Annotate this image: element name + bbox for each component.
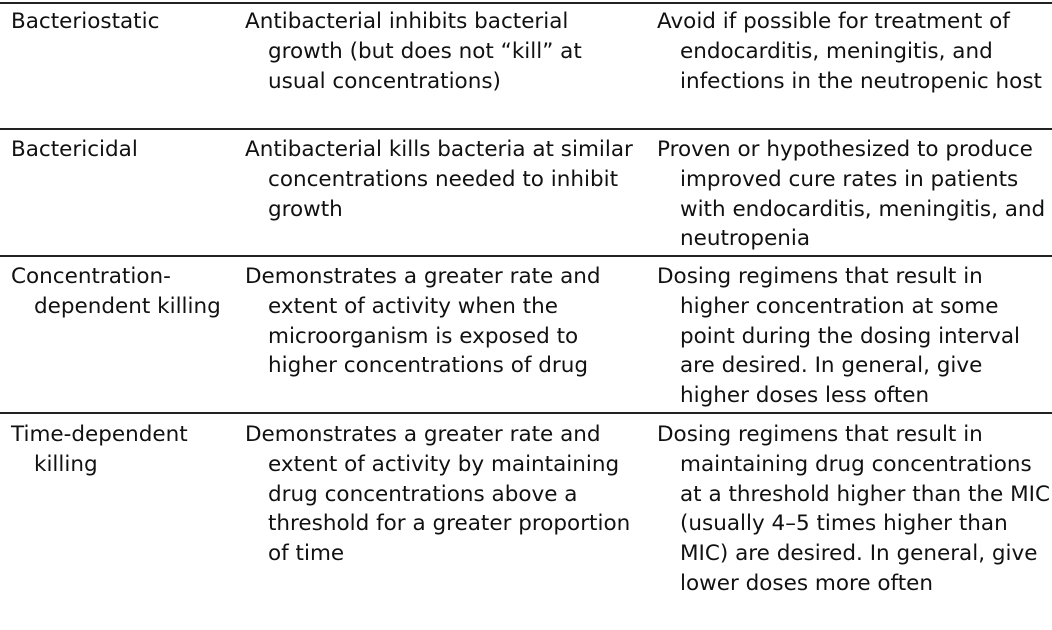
term-cell: Bactericidal: [11, 137, 138, 162]
implication-cell: Dosing regimens that result in higher concentration at some point during the dosing interval are desired. In general, give higher doses less often: [657, 264, 1021, 409]
term-cell: Bacteriostatic: [11, 9, 160, 34]
row-divider: [0, 128, 1052, 130]
top-rule: [0, 2, 1052, 4]
implication-cell: Dosing regimens that result in maintaining drug concentrations at a threshold higher than the MIC (usually 4–5 times higher than MIC) are desired. In general, give lower doses more often: [657, 422, 1051, 596]
term-cell: Time-dependent killing: [11, 422, 188, 477]
definition-cell: Demonstrates a greater rate and extent of activity by maintaining drug concentrations above a threshold for a greater proportion of time: [245, 422, 631, 567]
definition-cell: Demonstrates a greater rate and extent of activity when the microorganism is exposed to higher concentrations of drug: [245, 264, 601, 379]
row-divider: [0, 255, 1052, 257]
definition-cell: Antibacterial kills bacteria at similar concentrations needed to inhibit growth: [245, 137, 633, 222]
term-cell: Concentration-dependent killing: [11, 264, 221, 319]
row-divider: [0, 412, 1052, 414]
definition-cell: Antibacterial inhibits bacterial growth (but does not “kill” at usual concentrations): [245, 9, 582, 94]
implication-cell: Avoid if possible for treatment of endocarditis, meningitis, and infections in the neutropenic host: [657, 9, 1042, 94]
implication-cell: Proven or hypothesized to produce improved cure rates in patients with endocarditis, meningitis, and neutropenia: [657, 137, 1046, 252]
